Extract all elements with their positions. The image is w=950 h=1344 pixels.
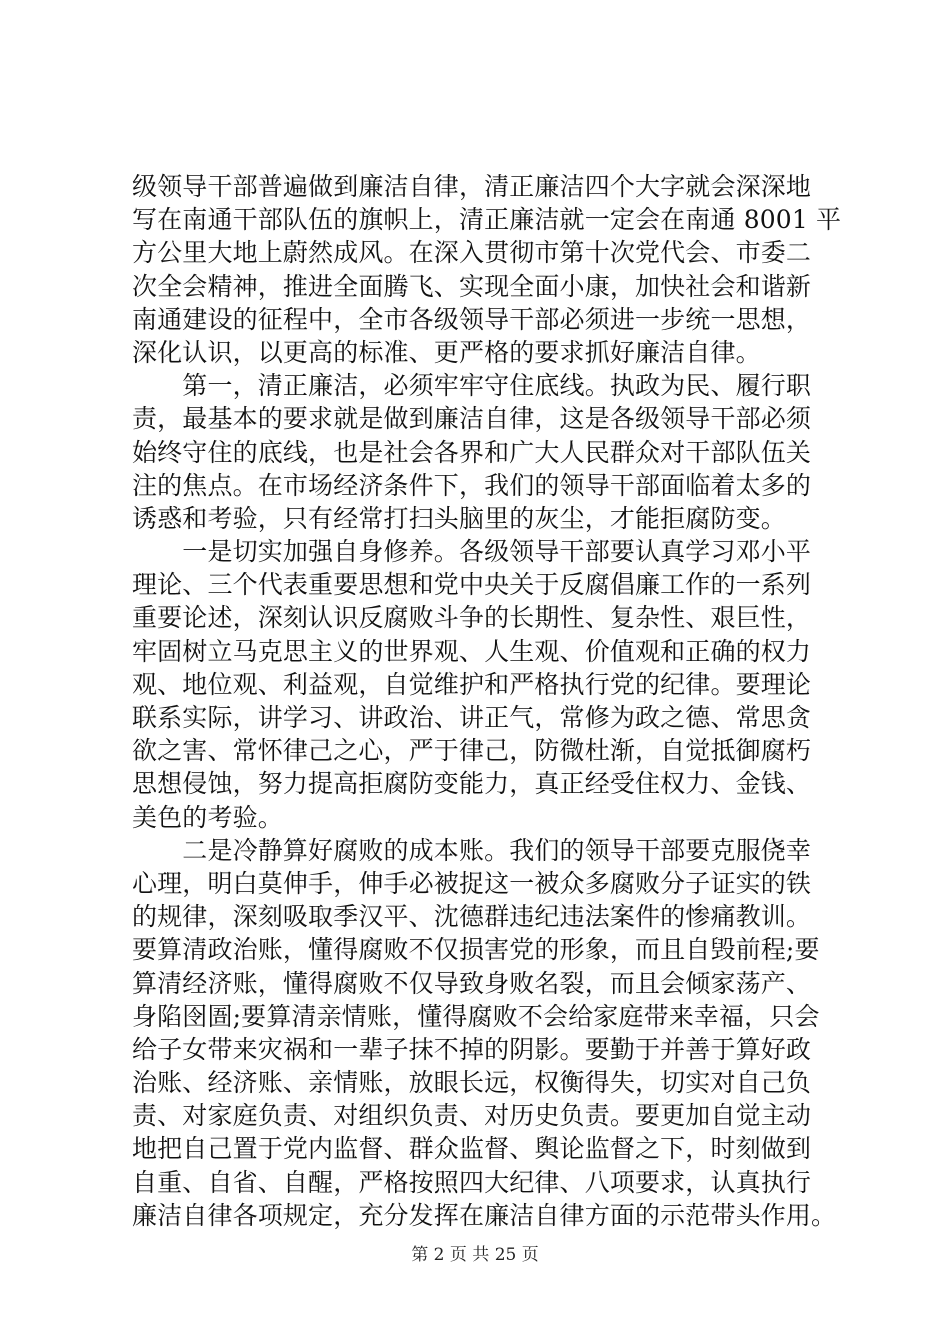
body-text	[132, 170, 852, 1232]
text-line: 注的焦点。在市场经济条件下，我们的领导干部面临着太多的	[132, 470, 812, 500]
text-line: 责，最基本的要求就是做到廉洁自律，这是各级领导干部必须	[132, 404, 812, 434]
text-line: 身陷囹圄;要算清亲情账，懂得腐败不会给家庭带来幸福，只会	[132, 1001, 820, 1031]
text-line: 理论、三个代表重要思想和党中央关于反腐倡廉工作的一系列	[132, 570, 812, 600]
text-line: 欲之害、常怀律己之心，严于律己，防微杜渐，自觉抵御腐朽	[132, 736, 812, 766]
text-line: 美色的考验。	[132, 802, 283, 832]
text-line: 算清经济账，懂得腐败不仅导致身败名裂，而且会倾家荡产、	[132, 968, 812, 998]
text-line: 治账、经济账、亲情账，放眼长远，权衡得失，切实对自己负	[132, 1068, 812, 1098]
text-line: 始终守住的底线，也是社会各界和广大人民群众对干部队伍关	[132, 437, 812, 467]
text-line: 诱惑和考验，只有经常打扫头脑里的灰尘，才能拒腐防变。	[132, 503, 786, 533]
text-line: 南通建设的征程中，全市各级领导干部必须进一步统一思想，	[132, 304, 812, 334]
text-line: 的规律，深刻吸取季汉平、沈德群违纪违法案件的惨痛教训。	[132, 902, 812, 932]
text-line: 级领导干部普遍做到廉洁自律，清正廉洁四个大字就会深深地	[132, 172, 812, 201]
text-line: 写在南通干部队伍的旗帜上，清正廉洁就一定会在南通 8001 平	[132, 205, 842, 235]
text-line: 自重、自省、自醒，严格按照四大纪律、八项要求，认真执行	[132, 1167, 812, 1197]
text-line: 二是冷静算好腐败的成本账。我们的领导干部要克服侥幸	[132, 835, 812, 865]
text-line: 思想侵蚀，努力提高拒腐防变能力，真正经受住权力、金钱、	[132, 769, 812, 799]
page-footer: 第 2 页 共 25 页	[411, 1245, 539, 1265]
text-line: 给子女带来灾祸和一辈子抹不掉的阴影。要勤于并善于算好政	[132, 1034, 812, 1064]
text-line: 廉洁自律各项规定，充分发挥在廉洁自律方面的示范带头作用。	[132, 1200, 837, 1230]
text-line: 联系实际，讲学习、讲政治、讲正气，常修为政之德、常思贪	[132, 703, 812, 732]
text-line: 要算清政治账，懂得腐败不仅损害党的形象，而且自毁前程;要	[132, 935, 820, 965]
text-line: 责、对家庭负责、对组织负责、对历史负责。要更加自觉主动	[132, 1101, 812, 1131]
text-line: 深化认识，以更高的标准、更严格的要求抓好廉洁自律。	[132, 337, 761, 367]
text-line: 方公里大地上蔚然成风。在深入贯彻市第十次党代会、市委二	[132, 238, 812, 268]
text-line: 第一，清正廉洁，必须牢牢守住底线。执政为民、履行职	[132, 371, 812, 401]
text-line: 牢固树立马克思主义的世界观、人生观、价值观和正确的权力	[132, 636, 812, 666]
text-line: 一是切实加强自身修养。各级领导干部要认真学习邓小平	[132, 537, 812, 567]
text-line: 次全会精神，推进全面腾飞、实现全面小康，加快社会和谐新	[132, 271, 812, 301]
text-line: 重要论述，深刻认识反腐败斗争的长期性、复杂性、艰巨性，	[132, 603, 812, 633]
text-line: 心理，明白莫伸手，伸手必被捉这一被众多腐败分子证实的铁	[132, 868, 812, 898]
text-line: 观、地位观、利益观，自觉维护和严格执行党的纪律。要理论	[132, 669, 812, 699]
text-line: 地把自己置于党内监督、群众监督、舆论监督之下，时刻做到	[132, 1134, 812, 1164]
